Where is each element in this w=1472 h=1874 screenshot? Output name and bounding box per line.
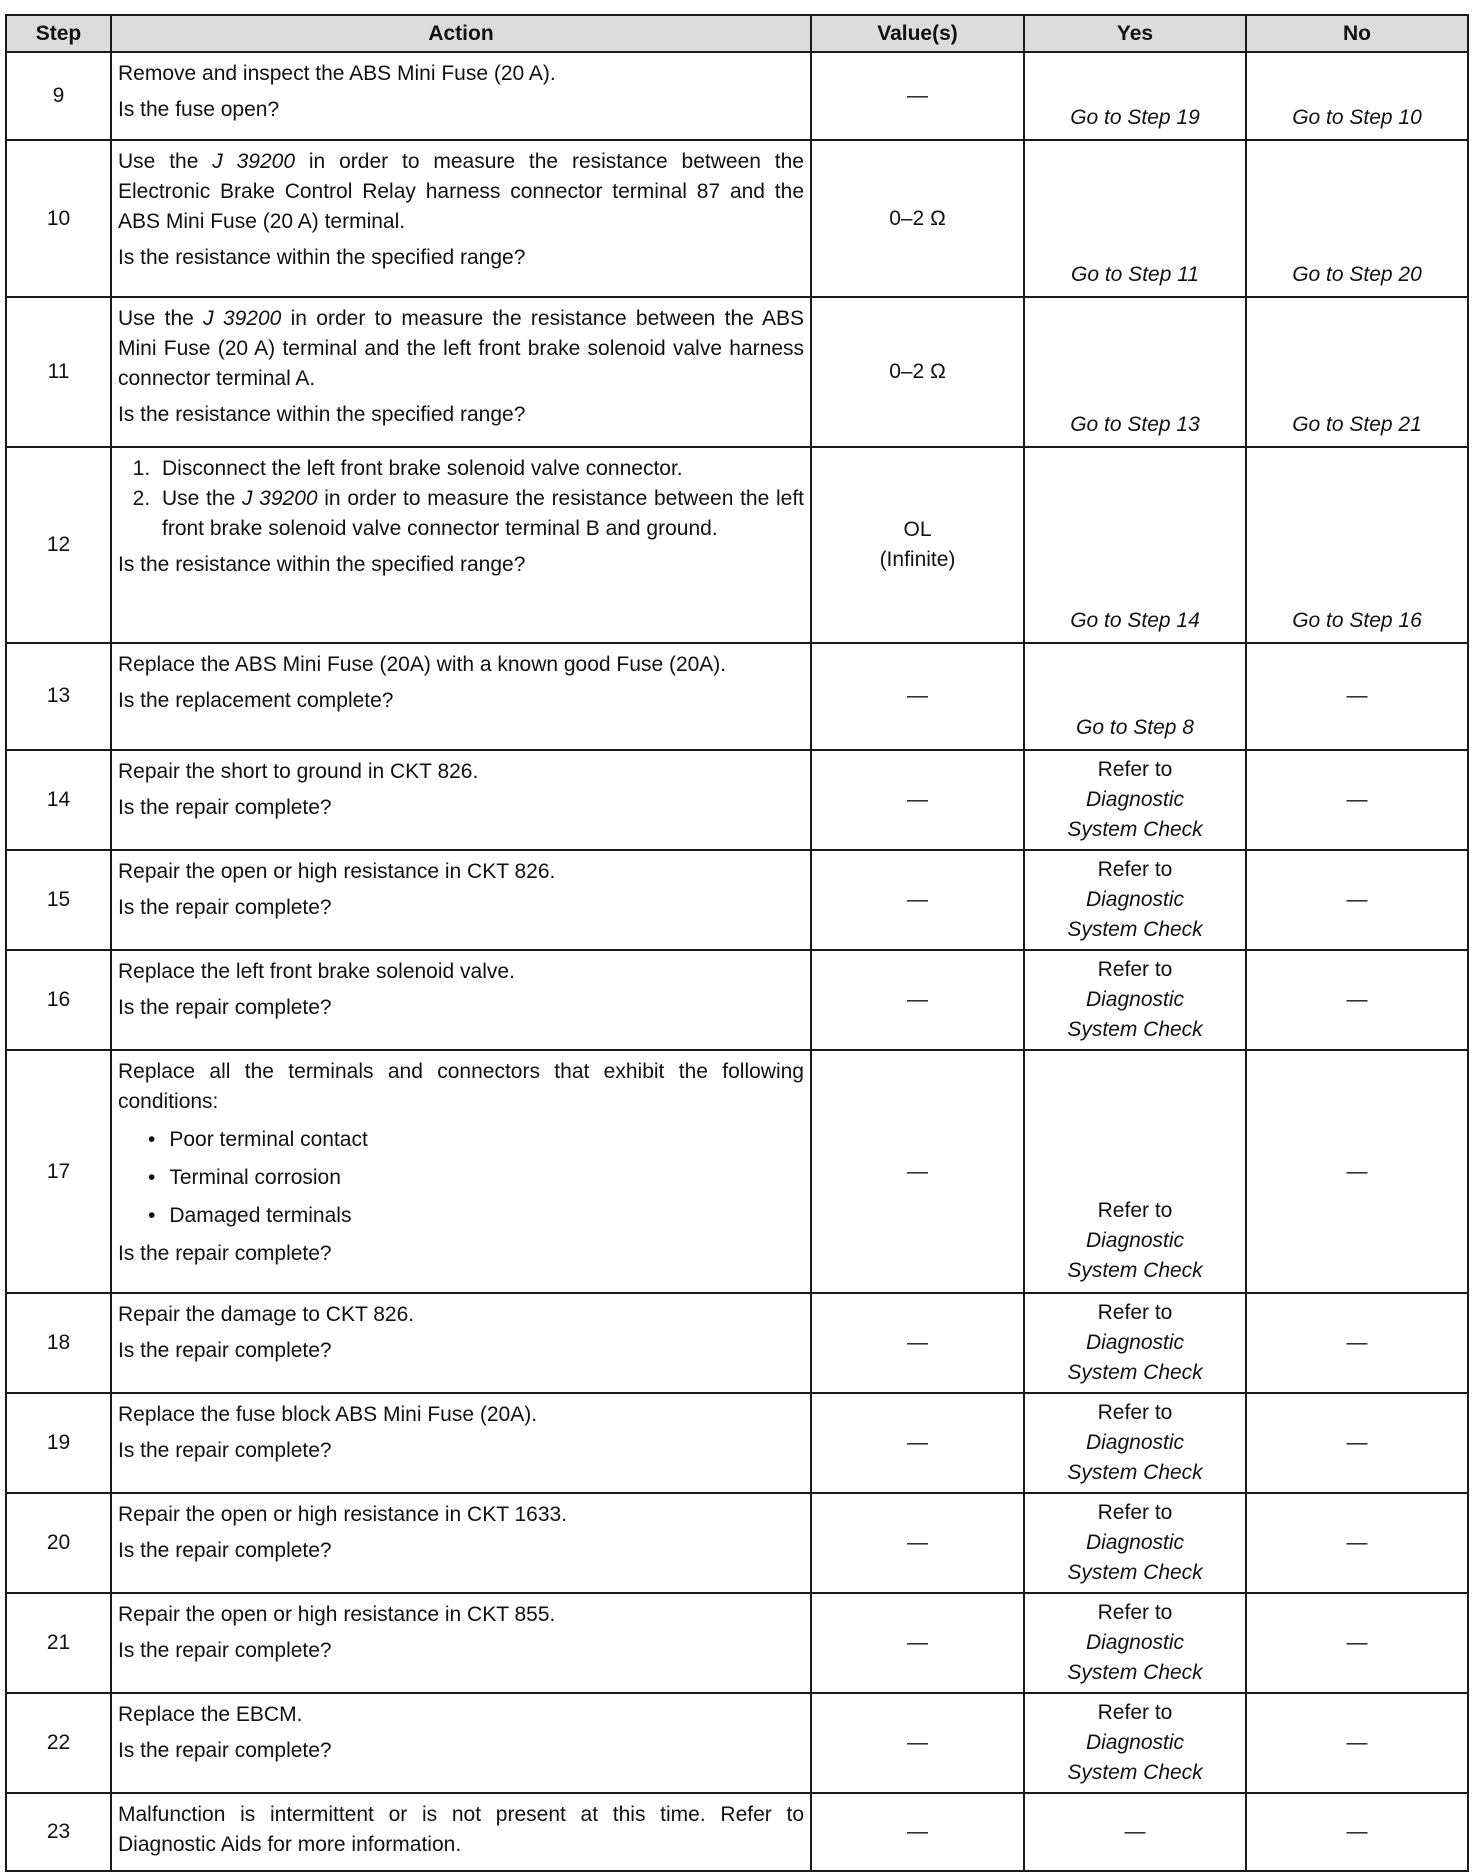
value-cell: 0–2 Ω <box>811 297 1024 447</box>
yes-line: Refer to <box>1097 1199 1173 1223</box>
table-row <box>6 447 1468 642</box>
action-cell <box>111 1593 811 1693</box>
yes-line-text: System Check <box>1067 1461 1203 1485</box>
action-question: Is the resistance within the specified range? <box>118 245 526 269</box>
action-cell <box>111 140 811 297</box>
action-text-post: in order to measure the resistance between the Electronic Brake Control Relay harness connector terminal 87 and the ABS Mini Fuse (20 A) terminal. <box>118 149 804 233</box>
yes-line-text: System Check <box>1067 1760 1203 1784</box>
step-number: 23 <box>6 1793 111 1871</box>
table-row <box>6 1793 1468 1871</box>
yes-line <box>1025 1458 1245 1488</box>
list-item: • Terminal corrosion <box>148 1163 804 1193</box>
tool-name: J 39200 <box>241 487 318 511</box>
no-cell <box>1246 447 1468 642</box>
yes-line <box>1025 915 1245 945</box>
yes-line <box>1025 785 1245 815</box>
value-cell <box>811 447 1024 642</box>
yes-line-text: Diagnostic <box>1085 1229 1185 1253</box>
action-question: Is the replacement complete? <box>118 688 394 712</box>
value-cell: — <box>811 1693 1024 1793</box>
action-cell <box>111 1050 811 1293</box>
yes-line: Refer to <box>1097 1700 1173 1724</box>
action-cell <box>111 1293 811 1393</box>
yes-line: Refer to <box>1097 1600 1173 1624</box>
no-goto: Go to Step 21 <box>1292 413 1422 437</box>
action-cell <box>111 1393 811 1493</box>
step-number: 18 <box>6 1293 111 1393</box>
yes-line-text: System Check <box>1067 1259 1203 1283</box>
step-number: 9 <box>6 52 111 140</box>
yes-goto: Go to Step 8 <box>1076 716 1194 740</box>
action-text: Repair the open or high resistance in CKT 1633. <box>118 1503 568 1527</box>
action-text-pre: Use the <box>118 307 204 331</box>
list-item: • Damaged terminals <box>148 1201 804 1231</box>
action-question: Is the repair complete? <box>118 1638 332 1662</box>
action-text: Replace all the terminals and connectors that exhibit the following conditions: <box>118 1059 804 1113</box>
action-text: Repair the open or high resistance in CKT 826. <box>118 860 556 884</box>
header-step: Step <box>6 15 111 52</box>
yes-cell <box>1024 950 1246 1050</box>
action-question: Is the repair complete? <box>118 1539 332 1563</box>
yes-line <box>1025 1728 1245 1758</box>
yes-line <box>1025 885 1245 915</box>
table-row <box>6 850 1468 950</box>
yes-goto: Go to Step 19 <box>1070 105 1200 129</box>
no-cell: — <box>1246 950 1468 1050</box>
table-row <box>6 1693 1468 1793</box>
yes-line-text: System Check <box>1067 818 1203 842</box>
action-cell <box>111 850 811 950</box>
no-cell <box>1246 140 1468 297</box>
no-goto: Go to Step 20 <box>1292 263 1422 287</box>
value-cell: — <box>811 1793 1024 1871</box>
value-line: OL <box>903 518 932 541</box>
no-cell: — <box>1246 750 1468 850</box>
yes-cell <box>1024 140 1246 297</box>
no-goto: Go to Step 10 <box>1292 105 1422 129</box>
action-question: Is the repair complete? <box>118 796 332 820</box>
table-row <box>6 1050 1468 1293</box>
list-item <box>156 484 804 544</box>
action-question: Is the repair complete? <box>118 1439 332 1463</box>
step-number: 19 <box>6 1393 111 1493</box>
yes-line: Refer to <box>1097 1500 1173 1524</box>
header-values: Value(s) <box>811 15 1024 52</box>
yes-line <box>1025 815 1245 845</box>
action-text <box>118 147 804 237</box>
no-cell: — <box>1246 1293 1468 1393</box>
action-text: Repair the short to ground in CKT 826. <box>118 760 479 784</box>
yes-line-text: Diagnostic <box>1085 888 1185 912</box>
yes-line-text: System Check <box>1067 1660 1203 1684</box>
no-cell: — <box>1246 1693 1468 1793</box>
action-text-post: in order to measure the resistance between the left front brake solenoid valve connector terminal B and ground. <box>162 487 804 541</box>
yes-line-text: Diagnostic <box>1085 1630 1185 1654</box>
table-row <box>6 52 1468 140</box>
action-text: Remove and inspect the ABS Mini Fuse (20 A). <box>118 62 556 85</box>
yes-cell <box>1024 750 1246 850</box>
action-text <box>118 304 804 394</box>
yes-line-text: Diagnostic <box>1085 1730 1185 1754</box>
yes-line <box>1025 1528 1245 1558</box>
tool-name: J 39200 <box>212 149 296 173</box>
yes-line <box>1025 985 1245 1015</box>
yes-cell <box>1024 1293 1246 1393</box>
no-cell: — <box>1246 850 1468 950</box>
action-cell <box>111 297 811 447</box>
value-cell: — <box>811 52 1024 140</box>
no-cell: — <box>1246 643 1468 751</box>
step-number: 14 <box>6 750 111 850</box>
yes-line-text: Diagnostic <box>1085 988 1185 1011</box>
yes-cell <box>1024 1393 1246 1493</box>
value-cell: — <box>811 1493 1024 1593</box>
step-number: 12 <box>6 447 111 642</box>
value-cell: — <box>811 1293 1024 1393</box>
value-line: (Infinite) <box>879 548 956 571</box>
step-number: 10 <box>6 140 111 297</box>
yes-line: Refer to <box>1097 1401 1173 1425</box>
action-question: Is the repair complete? <box>118 1241 332 1265</box>
no-cell: — <box>1246 1593 1468 1693</box>
action-cell <box>111 1493 811 1593</box>
action-question: Is the resistance within the specified range? <box>118 553 526 577</box>
diagnostic-table <box>5 14 1469 1872</box>
no-cell: — <box>1246 1050 1468 1293</box>
action-text: Repair the damage to CKT 826. <box>118 1303 415 1327</box>
yes-line <box>1025 1358 1245 1388</box>
no-cell: — <box>1246 1793 1468 1871</box>
table-row <box>6 140 1468 297</box>
yes-line <box>1025 1758 1245 1788</box>
yes-line-text: Diagnostic <box>1085 1431 1185 1455</box>
action-question: Is the repair complete? <box>118 1738 332 1762</box>
action-text: Malfunction is intermittent or is not present at this time. Refer to Diagnostic Aids for more information. <box>118 1802 804 1856</box>
action-text-post: in order to measure the resistance between the ABS Mini Fuse (20 A) terminal and the left front brake solenoid valve harness connector terminal A. <box>118 307 804 391</box>
yes-cell <box>1024 1693 1246 1793</box>
action-cell <box>111 447 811 642</box>
action-cell <box>111 1693 811 1793</box>
yes-goto: Go to Step 13 <box>1070 413 1200 437</box>
yes-line-text: System Check <box>1067 1018 1203 1041</box>
yes-cell: — <box>1024 1793 1246 1871</box>
action-cell <box>111 750 811 850</box>
table-row <box>6 1293 1468 1393</box>
yes-line <box>1025 1628 1245 1658</box>
yes-line: Refer to <box>1097 958 1173 981</box>
step-number: 16 <box>6 950 111 1050</box>
value-cell: — <box>811 750 1024 850</box>
action-cell <box>111 52 811 140</box>
action-text: Replace the left front brake solenoid valve. <box>118 960 515 984</box>
table-row <box>6 1493 1468 1593</box>
table-row <box>6 750 1468 850</box>
yes-line: Refer to <box>1097 858 1173 882</box>
table-row <box>6 297 1468 447</box>
action-question: Is the repair complete? <box>118 996 332 1020</box>
no-cell: — <box>1246 1393 1468 1493</box>
value-cell: — <box>811 643 1024 751</box>
value-cell: 0–2 Ω <box>811 140 1024 297</box>
table-row <box>6 643 1468 751</box>
yes-line <box>1025 1256 1245 1286</box>
yes-cell <box>1024 447 1246 642</box>
value-cell: — <box>811 1393 1024 1493</box>
header-row <box>6 15 1468 52</box>
yes-line <box>1025 1015 1245 1045</box>
list-item: 1. Disconnect the left front brake solenoid valve connector. <box>156 454 804 484</box>
header-no: No <box>1246 15 1468 52</box>
yes-line <box>1025 1658 1245 1688</box>
yes-cell <box>1024 1593 1246 1693</box>
yes-cell <box>1024 643 1246 751</box>
table-row <box>6 1593 1468 1693</box>
action-cell <box>111 950 811 1050</box>
step-number: 21 <box>6 1593 111 1693</box>
action-question: Is the repair complete? <box>118 1339 332 1363</box>
yes-line <box>1025 1428 1245 1458</box>
yes-cell <box>1024 850 1246 950</box>
action-cell <box>111 1793 811 1871</box>
header-action: Action <box>111 15 811 52</box>
yes-line-text: Diagnostic <box>1085 788 1185 812</box>
step-number: 17 <box>6 1050 111 1293</box>
step-number: 11 <box>6 297 111 447</box>
no-cell <box>1246 52 1468 140</box>
yes-line: Refer to <box>1097 1301 1173 1325</box>
action-cell <box>111 643 811 751</box>
yes-cell <box>1024 1493 1246 1593</box>
action-question: Is the repair complete? <box>118 896 332 920</box>
value-cell: — <box>811 1050 1024 1293</box>
action-text-pre: Use the <box>162 487 242 511</box>
table-row <box>6 950 1468 1050</box>
tool-name: J 39200 <box>203 307 282 331</box>
yes-line: Refer to <box>1097 758 1173 782</box>
yes-goto: Go to Step 11 <box>1070 263 1200 287</box>
yes-line-text: Diagnostic <box>1085 1530 1185 1554</box>
yes-line-text: System Check <box>1067 1361 1203 1385</box>
yes-line-text: System Check <box>1067 918 1203 942</box>
conditions-list <box>118 1125 804 1231</box>
action-text: Repair the open or high resistance in CKT 855. <box>118 1602 556 1626</box>
no-cell: — <box>1246 1493 1468 1593</box>
value-cell: — <box>811 950 1024 1050</box>
value-cell: — <box>811 850 1024 950</box>
step-number: 15 <box>6 850 111 950</box>
action-text: Replace the fuse block ABS Mini Fuse (20A). <box>118 1403 538 1427</box>
no-cell <box>1246 297 1468 447</box>
action-text: Replace the EBCM. <box>118 1702 303 1726</box>
step-number: 22 <box>6 1693 111 1793</box>
header-yes: Yes <box>1024 15 1246 52</box>
yes-line-text: System Check <box>1067 1560 1203 1584</box>
action-question: Is the fuse open? <box>118 98 280 121</box>
yes-goto: Go to Step 14 <box>1070 608 1200 632</box>
action-steps-list <box>118 454 804 544</box>
value-cell: — <box>811 1593 1024 1693</box>
yes-line <box>1025 1226 1245 1256</box>
action-text: Replace the ABS Mini Fuse (20A) with a known good Fuse (20A). <box>118 652 727 676</box>
action-question: Is the resistance within the specified range? <box>118 403 526 427</box>
action-text-pre: Use the <box>118 149 213 173</box>
yes-line <box>1025 1328 1245 1358</box>
yes-line-text: Diagnostic <box>1085 1331 1185 1355</box>
list-item: • Poor terminal contact <box>148 1125 804 1155</box>
yes-cell <box>1024 52 1246 140</box>
table-row <box>6 1393 1468 1493</box>
step-number: 20 <box>6 1493 111 1593</box>
yes-cell <box>1024 297 1246 447</box>
step-number: 13 <box>6 643 111 751</box>
yes-cell <box>1024 1050 1246 1293</box>
yes-line <box>1025 1558 1245 1588</box>
no-goto: Go to Step 16 <box>1292 608 1422 632</box>
